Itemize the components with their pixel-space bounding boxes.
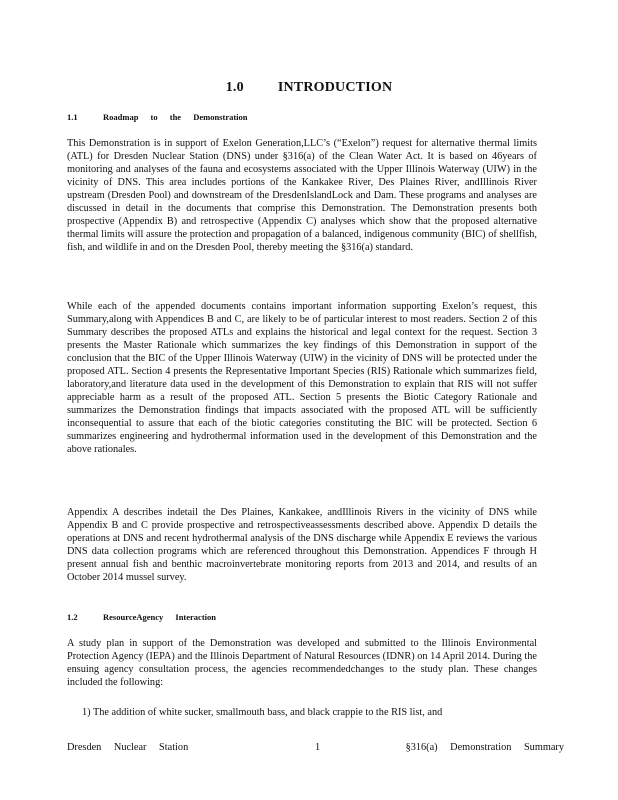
paragraph-2: While each of the appended documents contains important information supporting Exelon’s request, this Summary,along with Appendices B and C, are likely to be of particular interest to most readers. Section 2 of this Summary describes the proposed ATLs and explains the historical and legal context for the request. Section 3 presents the Master Rationale which summarizes the key findings of this Demonstration in support of the conclusion that the BIC of the Upper Illinois Waterway (UIW) in the vicinity of DNS will be protected under the proposed ATL. Section 4 presents the Representative Important Species (RIS) Rationale which summarizes field, laboratory,and literature data used in the development of this Demonstration to explain that RIS will not suffer appreciable harm as a result of the proposed ATL. Section 5 presents the Biotic Category Rationale and summarizes the Demonstration findings that impacts associated with the proposed ATL will be sufficiently inconsequential to assure that each of the biotic categories constituting the BIC will be protected. Section 6 summarizes engineering and hydrothermal information used in the development of this Demonstration and the above rationales. [67,301,537,455]
paragraph-1: This Demonstration is in support of Exelon Generation,LLC’s (“Exelon”) request for alternative thermal limits (ATL) for Dresden Nuclear Station (DNS) under §316(a) of the Clean Water Act. It is based on 46years of monitoring and analyses of the fauna and ecosystems associated with the Upper Illinois Waterway (UIW) in the vicinity of DNS. This area includes portions of the Kankakee River, Des Plaines River, andIllinois River upstream (Dresden Pool) and downstream of the DresdenIslandLock and Dam. These programs and analyses are discussed in detail in the documents that comprise this Demonstration. The Demonstration presents both prospective (Appendix B) and retrospective (Appendix C) analyses which show that the proposed alternative thermal limits will assure the protection and propagation of a balanced, indigenous community (BIC) of shellfish, fish, and wildlife in and on the Dresden Pool, thereby meeting the §316(a) standard. [67,138,537,253]
section-number: 1.1 [67,112,78,122]
list-item: 1) The addition of white sucker, smallmouth bass, and black crappie to the RIS list, and [82,707,443,718]
section-number: 1.2 [67,612,78,622]
paragraph-4: A study plan in support of the Demonstration was developed and submitted to the Illinois Environmental Protection Agency (IEPA) and the Illinois Department of Natural Resources (IDNR) on 14 April 2014. During the ensuing agency consultation process, the agencies recommendedchanges to the study plan. These changes included the following: [67,638,537,688]
footer-right: §316(a) Demonstration Summary [405,742,564,753]
section-heading-1-1 [67,112,248,122]
chapter-title: INTRODUCTION [277,80,393,95]
footer-page-number: 1 [315,742,321,753]
chapter-number: 1.0 [225,80,244,95]
section-title: Roadmap to the Demonstration [103,112,248,122]
footer-left: Dresden Nuclear Station [67,742,189,753]
paragraph-3: Appendix A describes indetail the Des Plaines, Kankakee, andIllinois Rivers in the vicinity of DNS while Appendix B and C provide prospective and retrospectiveassessments described above. Appendix D details the operations at DNS and recent hydrothermal analysis of the DNS discharge while Appendix E reviews the various DNS data collection programs which are referenced throughout this Demonstration. Appendices F through H present annual fish and benthic macroinvertebrate monitoring reports from 2013 and 2014, and results of an October 2014 mussel survey. [67,507,537,583]
section-title: ResourceAgency Interaction [103,612,217,622]
section-heading-1-2 [67,612,216,622]
chapter-heading [0,80,618,96]
